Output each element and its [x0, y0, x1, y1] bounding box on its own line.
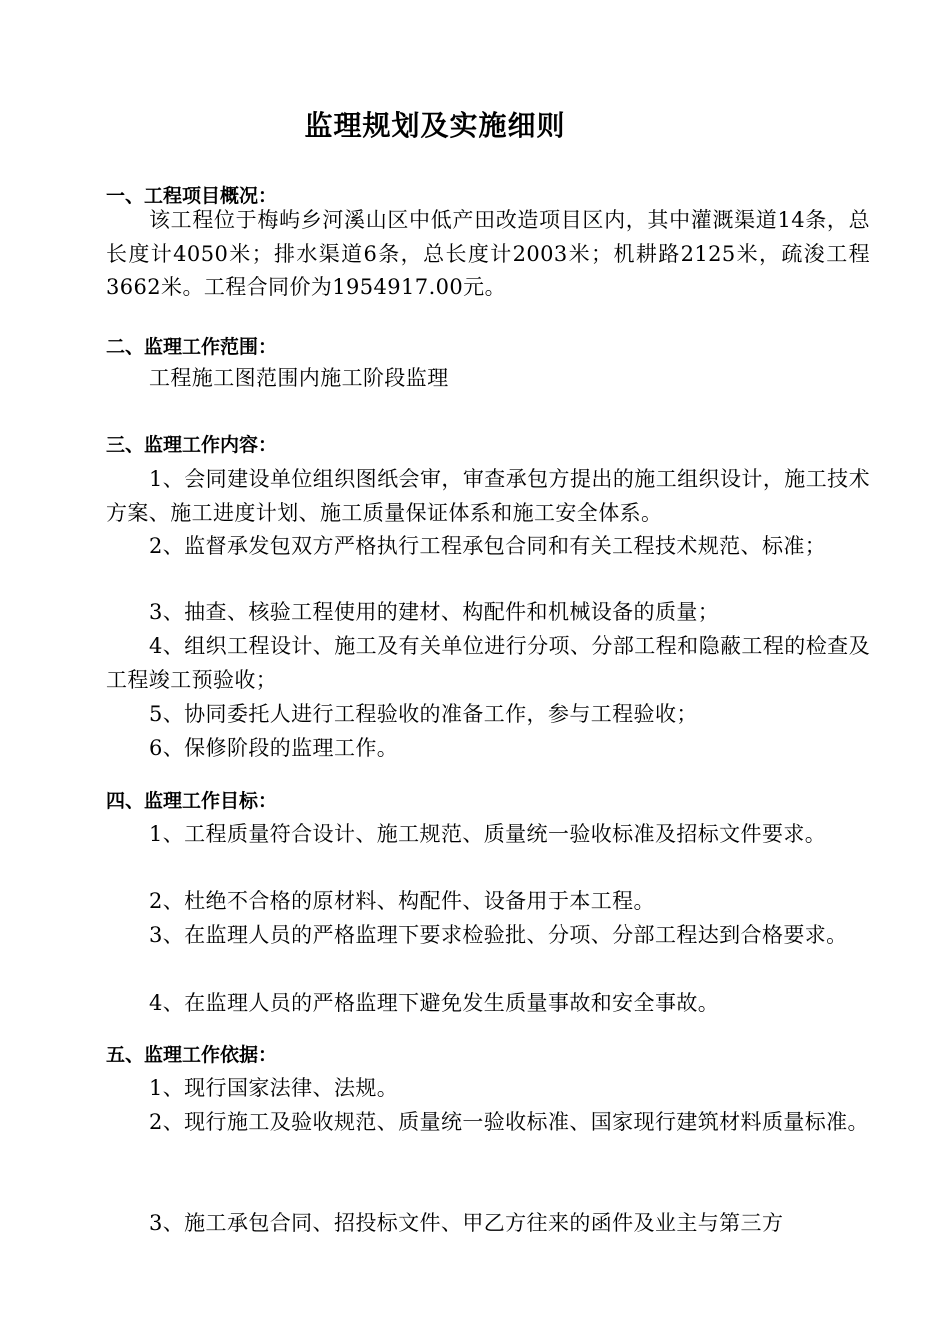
scope-paragraph: 工程施工图范围内施工阶段监理	[149, 366, 449, 390]
section-heading-goals: 四、监理工作目标：	[106, 790, 278, 812]
goal-item-2: 2、杜绝不合格的原材料、构配件、设备用于本工程。	[149, 889, 655, 913]
section-heading-basis: 五、监理工作依据：	[106, 1044, 278, 1066]
section-heading-content: 三、监理工作内容：	[106, 434, 278, 456]
content-item-5: 5、协同委托人进行工程验收的准备工作，参与工程验收；	[149, 702, 698, 726]
document-title: 监理规划及实施细则	[304, 109, 566, 142]
goal-item-1: 1、工程质量符合设计、施工规范、质量统一验收标准及招标文件要求。	[149, 822, 827, 846]
content-item-1: 1、会同建设单位组织图纸会审，审查承包方提出的施工组织设计，施工技术方案、施工进度计划、施工质量保证体系和施工安全体系。	[106, 467, 870, 525]
section-heading-overview: 一、工程项目概况：	[106, 185, 278, 207]
content-item-2: 2、监督承发包双方严格执行工程承包合同和有关工程技术规范、标准；	[149, 534, 827, 558]
content-item-6: 6、保修阶段的监理工作。	[149, 736, 399, 760]
goal-item-4: 4、在监理人员的严格监理下避免发生质量事故和安全事故。	[149, 991, 720, 1015]
content-item-3: 3、抽查、核验工程使用的建材、构配件和机械设备的质量；	[149, 600, 720, 624]
overview-paragraph: 该工程位于梅屿乡河溪山区中低产田改造项目区内，其中灌溉渠道14条，总长度计4050米；排水渠道6条，总长度计2003米；机耕路2125米，疏浚工程3662米。工程合同价为1954917.00元。	[106, 208, 870, 299]
basis-item-2: 2、现行施工及验收规范、质量统一验收标准、国家现行建筑材料质量标准。	[149, 1110, 869, 1134]
basis-item-1: 1、现行国家法律、法规。	[149, 1076, 399, 1100]
basis-item-3: 3、施工承包合同、招投标文件、甲乙方往来的函件及业主与第三方	[149, 1211, 784, 1235]
section-heading-scope: 二、监理工作范围：	[106, 336, 278, 358]
goal-item-3: 3、在监理人员的严格监理下要求检验批、分项、分部工程达到合格要求。	[149, 923, 848, 947]
content-item-4: 4、组织工程设计、施工及有关单位进行分项、分部工程和隐蔽工程的检查及工程竣工预验收；	[106, 634, 870, 692]
